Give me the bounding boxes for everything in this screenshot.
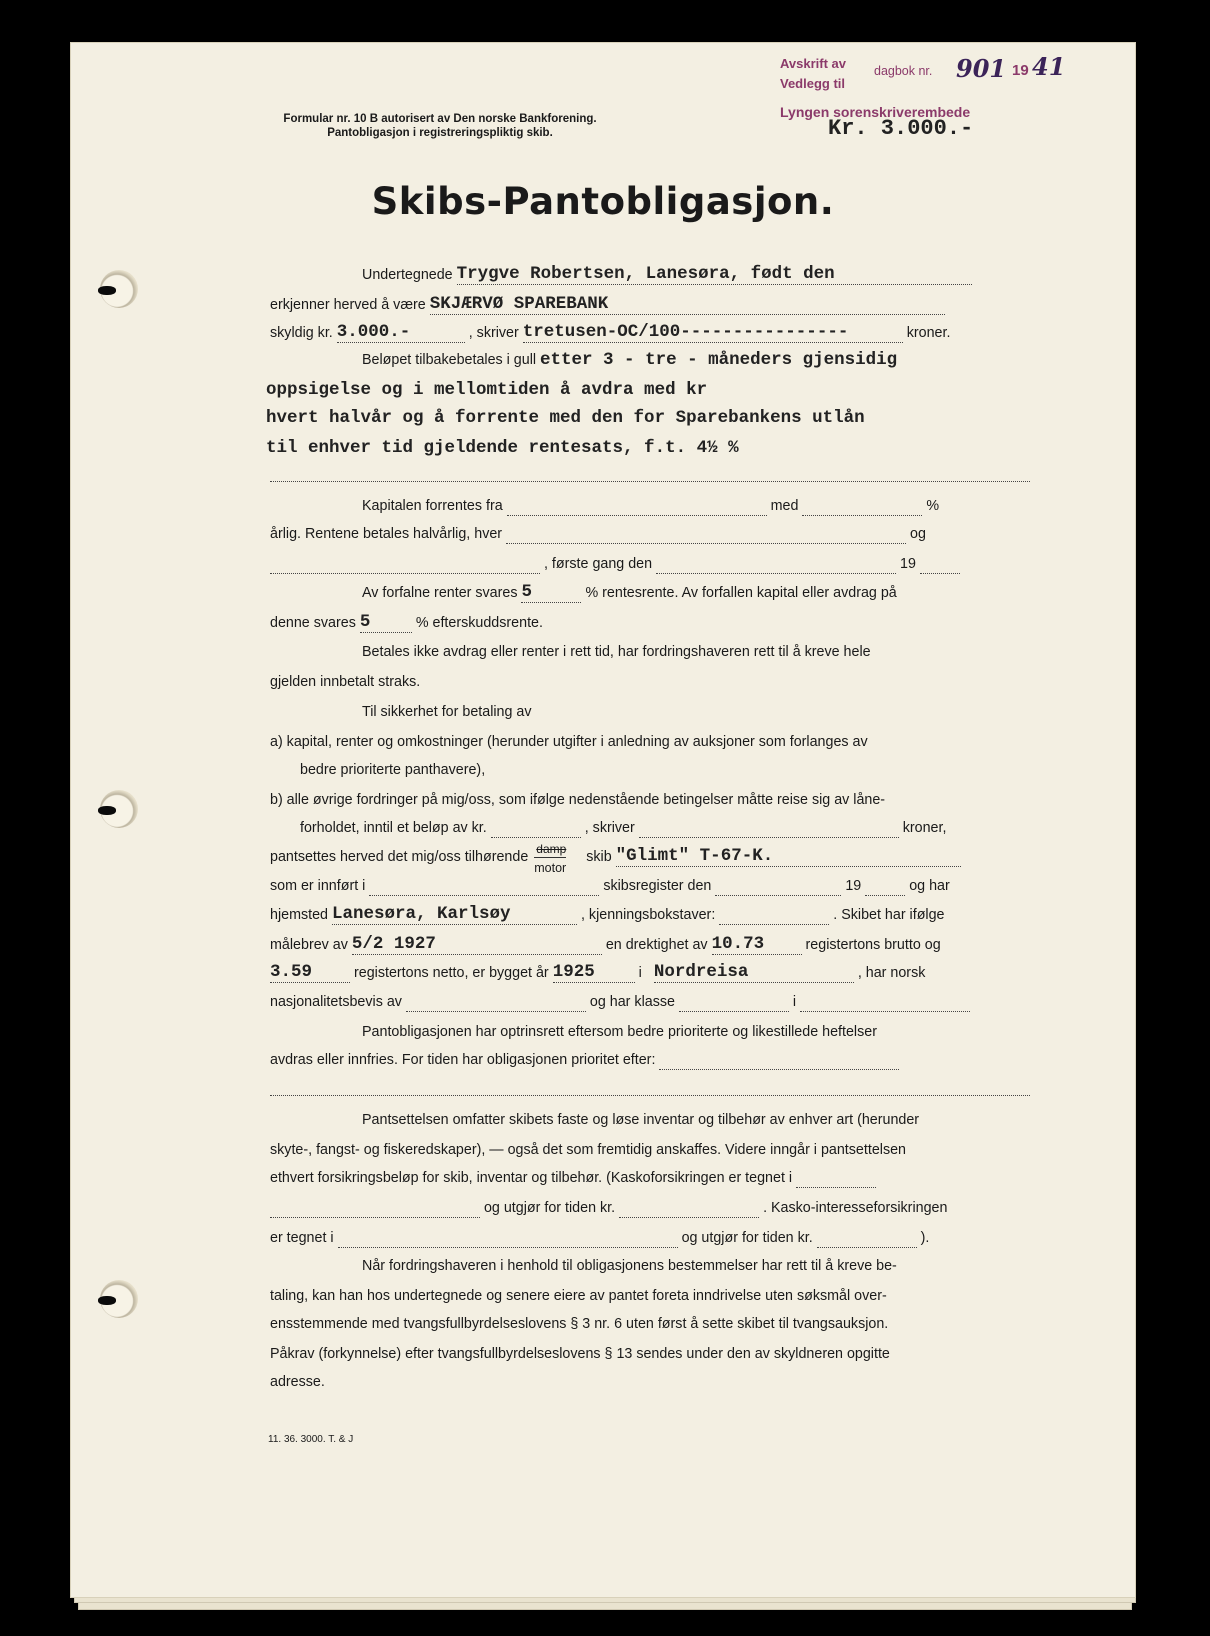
text-b-1: b) alle øvrige fordringer på mig/oss, som ifølge nedenstående betingelser måtte reise sig av låne- [270, 792, 886, 808]
printer-mark: 11. 36. 3000. T. & J [268, 1434, 354, 1445]
row-hjemsted [270, 904, 1040, 925]
text-omfatter-4a: og utgjør for tiden kr. [483, 1200, 616, 1216]
row-nar-2 [270, 1286, 1040, 1306]
label-kroner: kroner. [906, 325, 951, 341]
label-percent: % [926, 498, 940, 514]
label-av-forfalne: Av forfalne renter svares [362, 585, 518, 601]
row-belopet [270, 350, 1040, 370]
stamp-year: 19 [1012, 62, 1029, 79]
text-omfatter-2: skyte-, fangst- og fiskeredskaper), — også det som fremtidig anskaffes. Videre inngår i pantsettelsen [270, 1142, 907, 1158]
text-norsk: , har norsk [857, 965, 926, 981]
text-omfatter-5b: og utgjør for tiden kr. [681, 1230, 813, 1246]
row-prior-1 [270, 1022, 1040, 1042]
row-nar-4 [270, 1344, 1040, 1364]
stamp-year-hand: 41 [1032, 52, 1066, 81]
home-port: Lanesøra, Karlsøy [332, 904, 577, 925]
label-skib: skib [586, 849, 612, 865]
label-belopet: Beløpet tilbakebetales i gull [362, 352, 537, 368]
form-note [270, 112, 610, 140]
text-nar-4: Påkrav (forkynnelse) efter tvangsfullbyrdelseslovens § 13 sendes under den av skyldneren opgitte [270, 1346, 890, 1362]
stamp-vedlegg: Vedlegg til [780, 76, 846, 91]
row-nar-3 [270, 1314, 1040, 1334]
row-innfort [270, 876, 1040, 896]
row-nar-1 [270, 1256, 1040, 1276]
debtor-name: Trygve Robertsen, Lanesøra, født den [457, 264, 972, 285]
row-betales-2 [270, 672, 1040, 692]
text-pantsettes: pantsettes herved det mig/oss tilhørende [270, 849, 529, 865]
row-undertegnede [270, 264, 1040, 285]
text-skibsregister: skibsregister den [603, 878, 712, 894]
label-motor: motor [534, 857, 566, 878]
row-b-1 [270, 790, 1040, 810]
text-drektighet: en drektighet av [605, 937, 708, 953]
row-b-2 [270, 818, 1040, 838]
debt-amount: 3.000.- [337, 322, 465, 343]
text-nasjonalitet: nasjonalitetsbevis av [270, 994, 402, 1010]
label-19-register: 19 [845, 878, 862, 894]
stamp-dagbok-label: dagbok nr. [874, 64, 933, 78]
row-omfatter-3 [270, 1168, 1040, 1188]
text-b-2: forholdet, inntil et beløp av kr. [300, 820, 487, 836]
text-brutto: registertons brutto og [805, 937, 941, 953]
punch-hole-top [100, 270, 138, 308]
label-19: 19 [900, 556, 916, 572]
text-klasse: og har klasse [589, 994, 675, 1010]
label-b-skriver: , skriver [584, 820, 635, 836]
text-malebrev: målebrev av [270, 937, 348, 953]
row-prior-2 [270, 1050, 1040, 1070]
measure-date: 5/2 1927 [352, 934, 602, 955]
text-betales-1: Betales ikke avdrag eller renter i rett tid, har fordringshaveren rett til å kreve hele [362, 644, 871, 660]
label-damp: damp [536, 842, 567, 856]
row-skyldig [270, 322, 1040, 343]
amount-heading: Kr. 3.000.- [828, 116, 974, 141]
text-betales-2: gjelden innbetalt straks. [270, 674, 421, 690]
row-nasjonalitet [270, 992, 1040, 1012]
row-forste [270, 554, 1040, 574]
row-betales-1 [270, 642, 1040, 662]
creditor-name: SKJÆRVØ SPAREBANK [430, 294, 945, 315]
interest-rate-1: 5 [521, 582, 581, 603]
text-prior-1: Pantobligasjonen har optrinsrett eftersom bedre prioriterte og likestillede heftelser [362, 1024, 877, 1040]
row-omfatter-5 [270, 1228, 1040, 1248]
label-skyldig: skyldig kr. [270, 325, 333, 341]
row-a-2 [270, 760, 1040, 780]
vessel-name: "Glimt" T-67-K. [616, 846, 961, 867]
net-tonnage: 3.59 [270, 962, 350, 983]
text-skibet-har: . Skibet har ifølge [833, 907, 945, 923]
text-nar-2: taling, kan han hos undertegnede og senere eiere av pantet foreta inndrivelse uten søksmål over- [270, 1288, 887, 1304]
terms-line-2: oppsigelse og i mellomtiden å avdra med kr [266, 380, 708, 400]
row-omfatter-2 [270, 1140, 1040, 1160]
text-nar-3: ensstemmende med tvangsfullbyrdelseslovens § 3 nr. 6 uten først å sette skibet til tvangsauksjon. [270, 1316, 889, 1332]
text-omfatter-3: ethvert forsikringsbeløp for skib, inventar og tilbehør. (Kaskoforsikringen er tegnet i [270, 1170, 793, 1186]
interest-rate-2: 5 [360, 612, 412, 633]
label-kapitalen: Kapitalen forrentes fra [362, 498, 503, 514]
text-i-klasse: i [792, 994, 797, 1010]
label-rentesrente: % rentesrente. Av forfallen kapital eller avdrag på [585, 585, 897, 601]
document-page [70, 42, 1136, 1598]
punch-hole-bottom [100, 1280, 138, 1318]
text-omfatter-1: Pantsettelsen omfatter skibets faste og løse inventar og tilbehør av enhver art (herunder [362, 1112, 920, 1128]
label-denne: denne svares [270, 615, 356, 631]
text-a-1: a) kapital, renter og omkostninger (herunder utgifter i anledning av auksjoner som forlanges av [270, 734, 868, 750]
terms-line-1: etter 3 - tre - måneders gjensidig [540, 350, 898, 370]
stamp-avskrift: Avskrift av [780, 56, 846, 71]
text-og-har: og har [909, 878, 950, 894]
label-efterskudd: % efterskuddsrente. [415, 615, 543, 631]
label-forste-gang: , første gang den [543, 556, 653, 572]
text-i: i [638, 965, 642, 981]
build-place: Nordreisa [654, 962, 854, 983]
row-omfatter-1 [270, 1110, 1040, 1130]
text-til-sikkerhet: Til sikkerhet for betaling av [362, 704, 532, 720]
text-omfatter-5a: er tegnet i [270, 1230, 334, 1246]
label-skriver: , skriver [468, 325, 519, 341]
punch-hole-middle [100, 790, 138, 828]
text-netto: registertons netto, er bygget år [353, 965, 549, 981]
form-note-line-2: Pantobligasjon i registreringspliktig skib. [327, 127, 553, 139]
text-omfatter-4b: . Kasko-interesseforsikringen [763, 1200, 948, 1216]
text-kjenning: , kjenningsbokstaver: [580, 907, 716, 923]
row-netto [270, 962, 1040, 983]
text-nar-5: adresse. [270, 1374, 325, 1390]
text-hjemsted: hjemsted [270, 907, 329, 923]
label-og: og [910, 526, 926, 542]
label-undertegnede: Undertegnede [362, 267, 453, 283]
row-til-sikkerhet [270, 702, 1040, 722]
row-pantsettes [270, 842, 1040, 875]
debt-amount-words: tretusen-OC/100---------------- [523, 322, 903, 343]
form-note-line-1: Formular nr. 10 B autorisert av Den norske Bankforening. [283, 113, 597, 125]
terms-line-3: hvert halvår og å forrente med den for Sparebankens utlån [266, 408, 865, 428]
text-prior-2: avdras eller innfries. For tiden har obligasjonen prioritet efter: [270, 1052, 656, 1068]
row-omfatter-4 [270, 1198, 1040, 1218]
stamp-dagbok-number: 901 [956, 54, 1007, 83]
vessel-type-choice [532, 842, 582, 875]
row-arlig [270, 524, 1040, 544]
row-kapitalen [270, 496, 1040, 516]
row-denne [270, 612, 1040, 633]
row-a-1 [270, 732, 1040, 752]
label-b-kroner: kroner, [902, 820, 947, 836]
gross-tonnage: 10.73 [712, 934, 802, 955]
text-omfatter-5c: ). [920, 1230, 930, 1246]
text-a-2: bedre prioriterte panthavere), [300, 762, 486, 778]
label-erkjenner: erkjenner herved å være [270, 297, 426, 313]
row-av-forfalne [270, 582, 1040, 603]
row-nar-5 [270, 1372, 1040, 1392]
document-title: Skibs-Pantobligasjon. [371, 180, 835, 223]
year-built: 1925 [553, 962, 635, 983]
row-erkjenner [270, 294, 1040, 315]
text-nar-1: Når fordringshaveren i henhold til obligasjonens bestemmelser har rett til å kreve be- [362, 1258, 897, 1274]
blank-line [270, 462, 1040, 482]
label-arlig: årlig. Rentene betales halvårlig, hver [270, 526, 503, 542]
row-malebrev [270, 934, 1040, 955]
blank-line-2 [270, 1076, 1040, 1096]
text-innfort: som er innført i [270, 878, 366, 894]
stamp-office: Lyngen sorenskriverembede [780, 104, 971, 120]
terms-line-4: til enhver tid gjeldende rentesats, f.t. 4½ % [266, 438, 739, 458]
label-med: med [770, 498, 799, 514]
